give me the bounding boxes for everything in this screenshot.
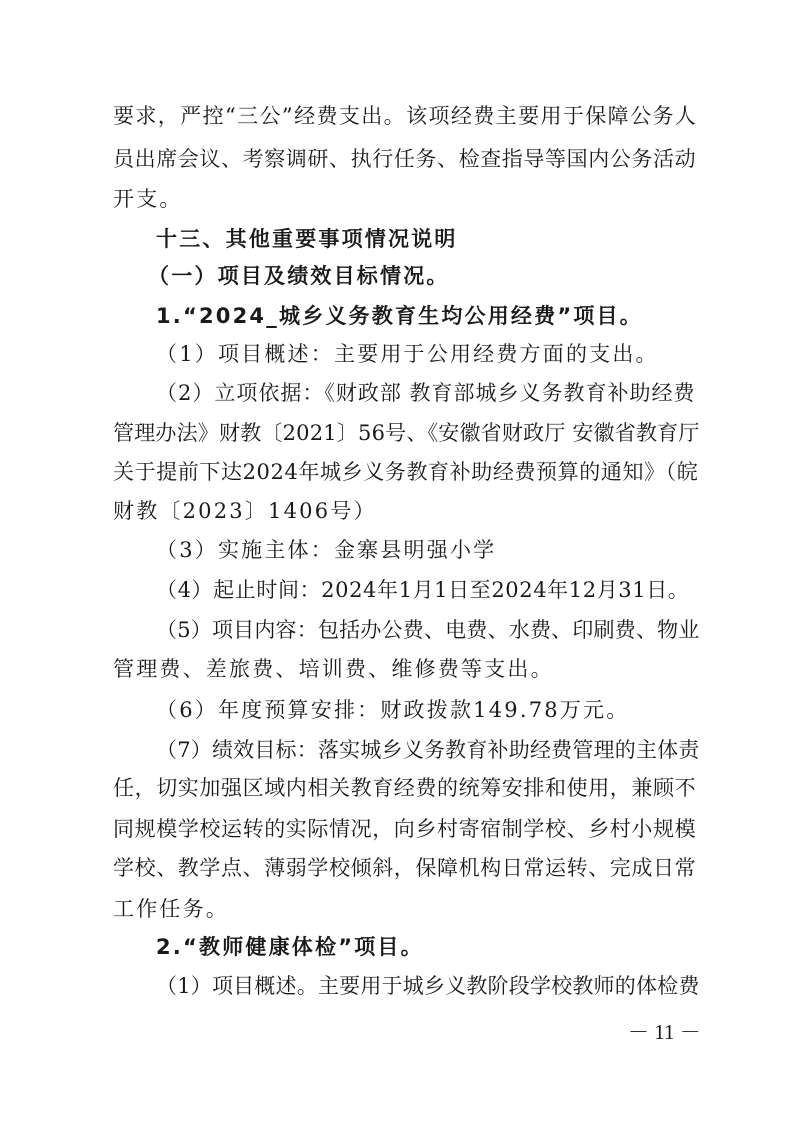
body-text-line: 管理办法》财教〔2021〕56号、《安徽省财政厅 安徽省教育厅 bbox=[113, 421, 700, 445]
body-text-line: （1）项目概述。主要用于城乡义教阶段学校教师的体检费 bbox=[156, 974, 700, 998]
body-text-line: 开支。 bbox=[113, 187, 183, 211]
body-text-line: （3）实施主体：金寨县明强小学 bbox=[156, 538, 497, 562]
body-text-line: 同规模学校运转的实际情况，向乡村寄宿制学校、乡村小规模 bbox=[113, 817, 697, 841]
body-text-line: 关于提前下达2024年城乡义务教育补助经费预算的通知》（皖 bbox=[113, 460, 699, 484]
subsection-heading: （一）项目及绩效目标情况。 bbox=[148, 264, 450, 288]
body-text-line: （2）立项依据：《财政部 教育部城乡义务教育补助经费 bbox=[156, 381, 696, 405]
body-text-line: 学校、教学点、薄弱学校倾斜，保障机构日常运转、完成日常 bbox=[113, 856, 697, 880]
item-heading: 2.“教师健康体检”项目。 bbox=[156, 935, 424, 959]
body-text-line: 要求，严控“三公”经费支出。该项经费主要用于保障公务人 bbox=[113, 104, 698, 128]
body-text-line: （7）绩效目标：落实城乡义务教育补助经费管理的主体责 bbox=[156, 738, 700, 762]
body-text-line: 任，切实加强区域内相关教育经费的统筹安排和使用，兼顾不 bbox=[113, 776, 697, 800]
page-number: － 11 － bbox=[628, 1020, 701, 1044]
body-text-line: （1）项目概述：主要用于公用经费方面的支出。 bbox=[156, 342, 659, 366]
body-text-line: （6）年度预算安排：财政拨款149.78万元。 bbox=[156, 698, 630, 722]
body-text-line: 工作任务。 bbox=[113, 897, 229, 921]
body-text-line: 财教〔2023〕1406号） bbox=[113, 499, 377, 523]
body-text-line: 员出席会议、考察调研、执行任务、检查指导等国内公务活动 bbox=[113, 147, 697, 171]
section-heading: 十三、其他重要事项情况说明 bbox=[156, 227, 458, 251]
body-text-line: （5）项目内容：包括办公费、电费、水费、印刷费、物业 bbox=[156, 618, 700, 642]
item-heading: 1.“2024_城乡义务教育生均公用经费”项目。 bbox=[156, 304, 643, 328]
body-text-line: （4）起止时间：2024年1月1日至2024年12月31日。 bbox=[156, 578, 690, 602]
body-text-line: 管理费、差旅费、培训费、维修费等支出。 bbox=[113, 657, 554, 681]
